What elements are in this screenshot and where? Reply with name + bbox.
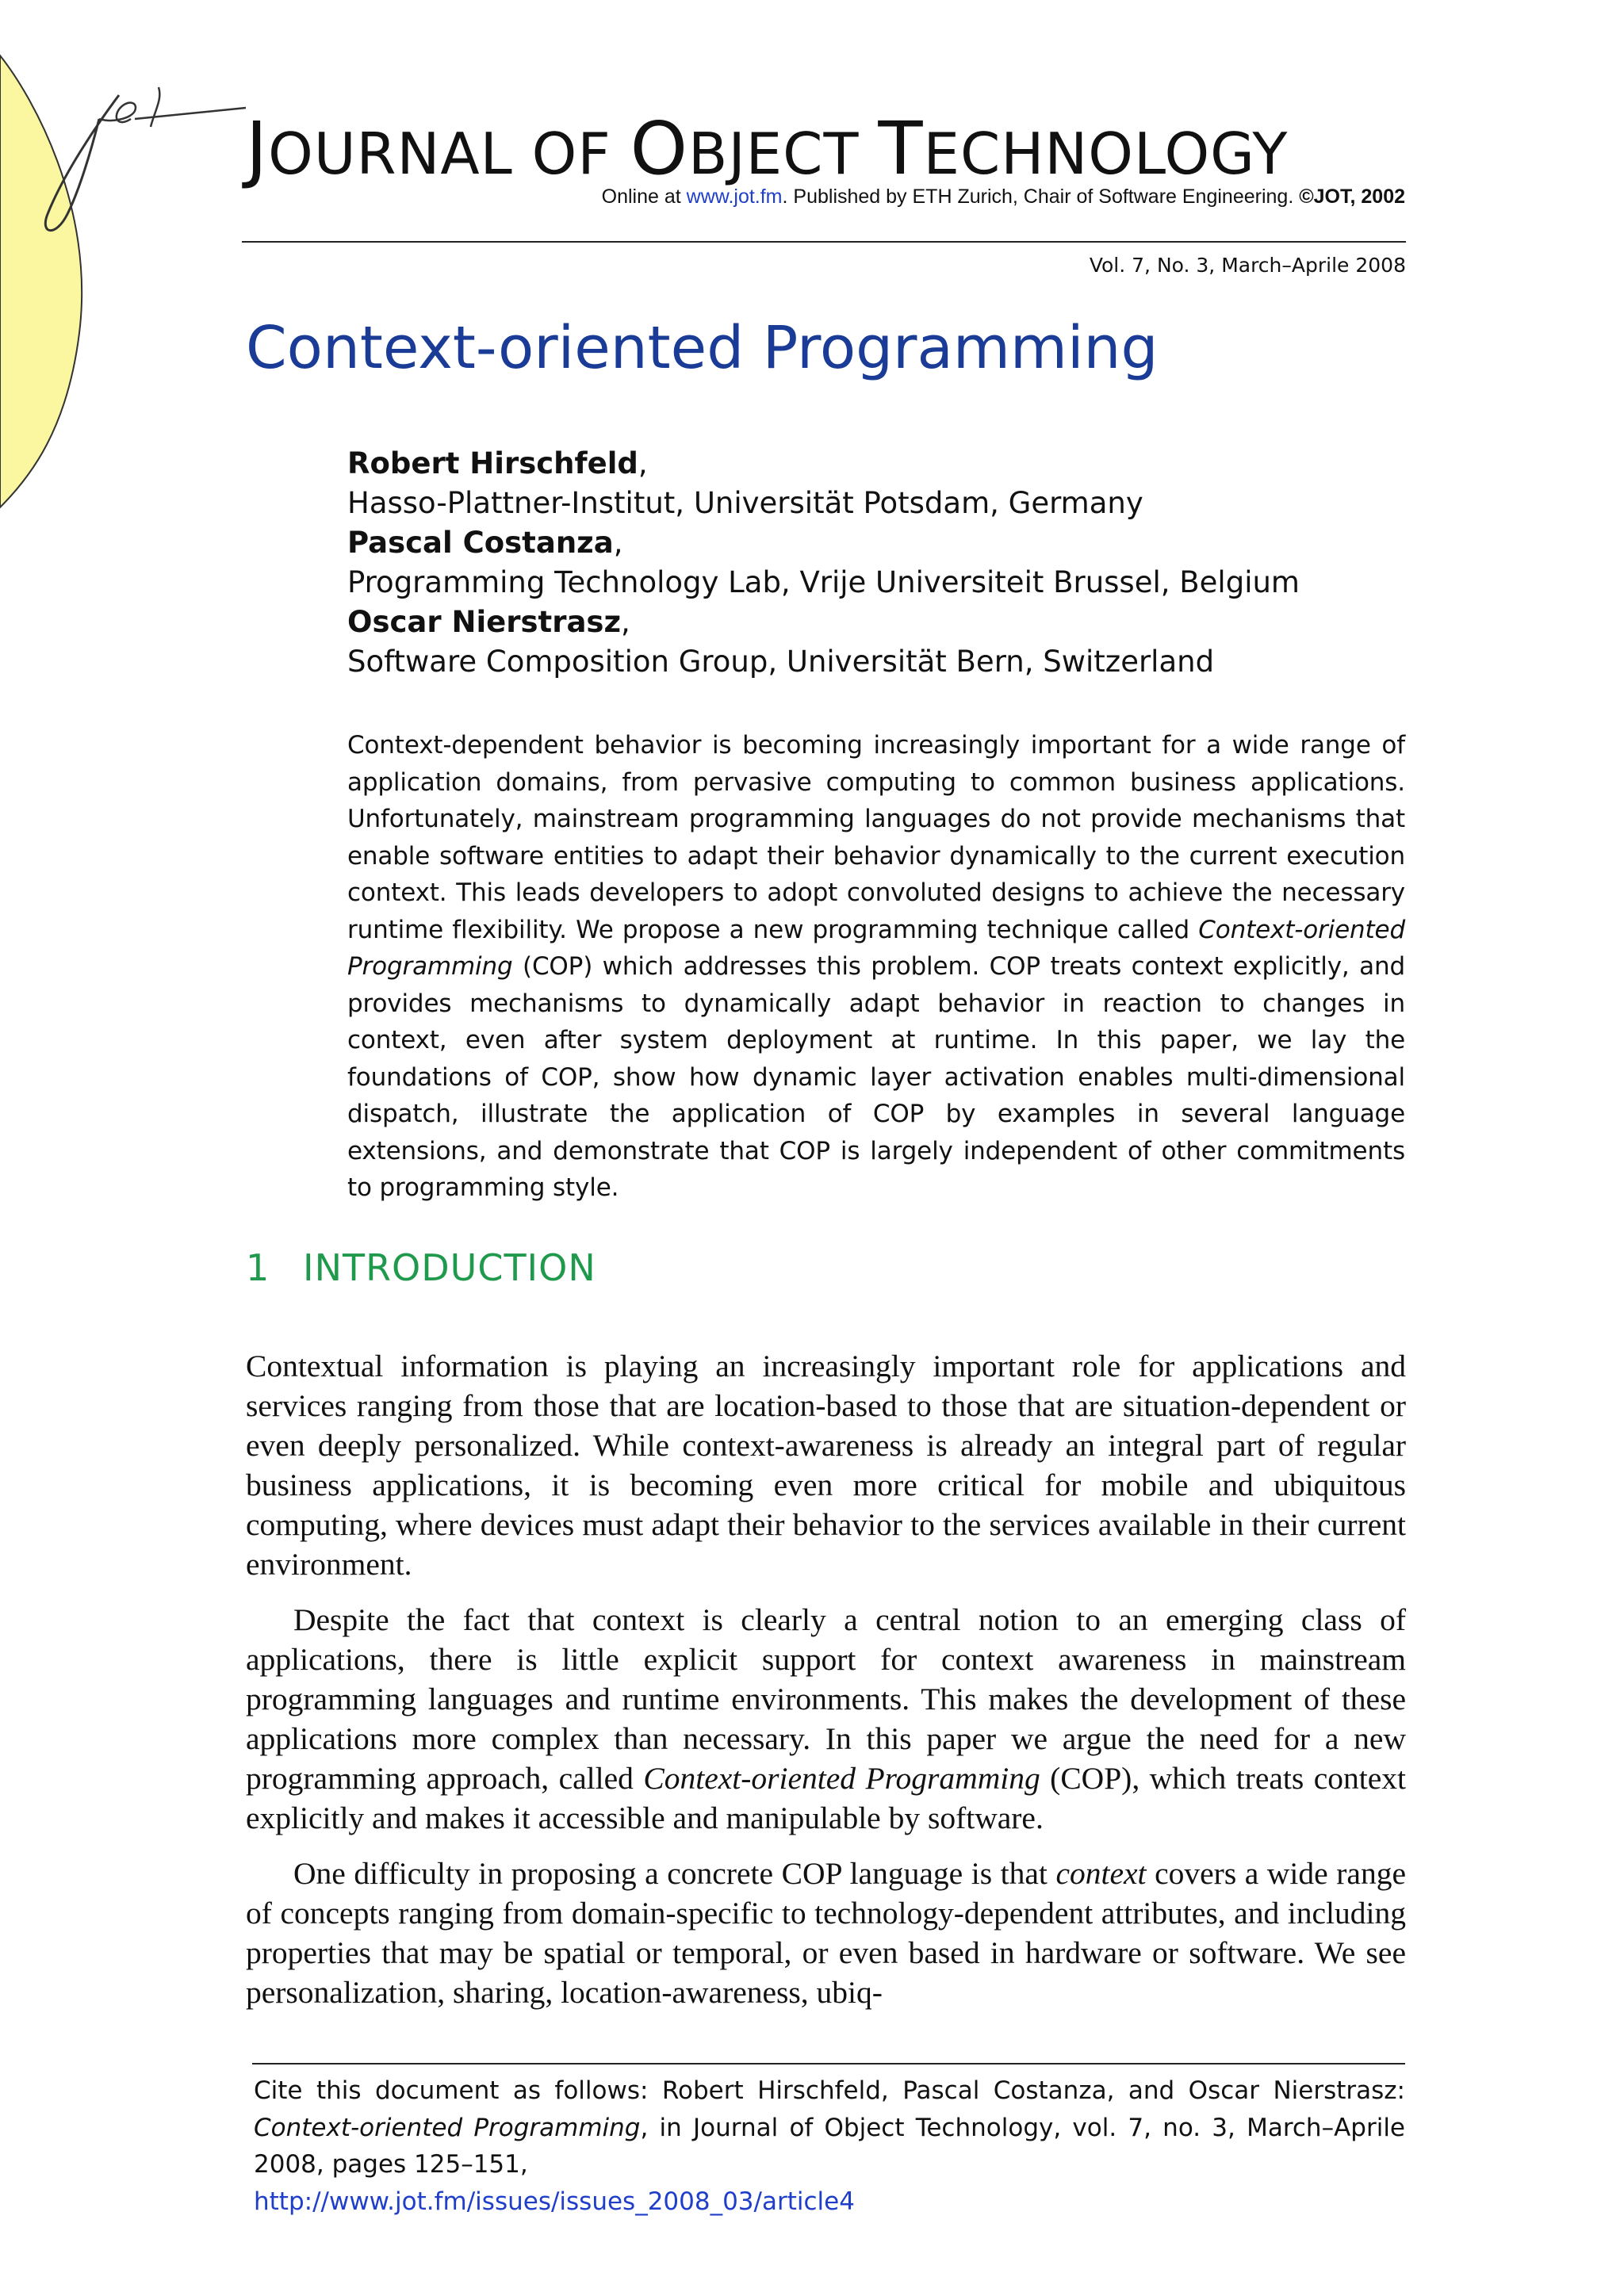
author-name: Oscar Nierstrasz xyxy=(347,605,621,639)
author-list xyxy=(347,444,1405,682)
body-text-run: One difficulty in proposing a concrete COP language is that xyxy=(293,1856,1056,1891)
citation-title: Context-oriented Programming xyxy=(254,2113,641,2142)
body-paragraph-1: Contextual information is playing an increasingly important role for applications and services ranging from those that are location-based to those that are situation-dependent or even deeply personalized. While context-awareness is already an integral part of regular business applications, it is becoming even more critical for mobile and ubiquitous computing, where devices must adapt their behavior to the services available in their current environment. xyxy=(246,1349,1406,1582)
body-italic-term: context xyxy=(1055,1856,1147,1891)
body-italic-term: Context-oriented Programming xyxy=(643,1761,1040,1796)
journal-name-j: J xyxy=(246,106,269,191)
section-number: 1 xyxy=(246,1246,270,1289)
citation xyxy=(254,2072,1405,2220)
journal-name-echnology: ECHNOLOGY xyxy=(923,121,1289,187)
section-title: INTRODUCTION xyxy=(303,1246,596,1289)
journal-name-t: T xyxy=(878,106,924,191)
body-text-run: (COP), which treats context explicitly and makes it accessible and manipulable by software. xyxy=(246,1761,1406,1835)
body-text xyxy=(246,1346,1406,2028)
journal-name xyxy=(246,106,1405,193)
abstract xyxy=(347,727,1405,1207)
body-text-run: Despite the fact that context is clearly a central notion to an emerging class of applications, there is little explicit support for context awareness in mainstream programming languages and runtime environments. This makes the development of these applications more complex than necessary. In this paper we argue the need for a new programming approach, called xyxy=(246,1602,1406,1796)
journal-website-link[interactable]: www.jot.fm xyxy=(686,186,783,208)
body-paragraph-2 xyxy=(246,1600,1406,1838)
journal-tagline xyxy=(246,186,1405,209)
abstract-italic-term: Context-oriented Programming xyxy=(347,915,1405,981)
citation-suffix: , in Journal of Object Technology, vol. 7, no. 3, March–Aprile 2008, pages 125–151, xyxy=(254,2113,1406,2179)
citation-prefix: Cite this document as follows: Robert Hirschfeld, Pascal Costanza, and Oscar Nierstrasz: xyxy=(254,2076,1405,2105)
footer-rule xyxy=(252,2063,1405,2064)
author-entry: Oscar Nierstrasz, xyxy=(347,605,630,639)
author-name: Robert Hirschfeld xyxy=(347,446,638,480)
jot-logo-decoration xyxy=(0,0,262,523)
author-entry: Robert Hirschfeld, xyxy=(347,446,648,480)
abstract-text-2: (COP) which addresses this problem. COP treats context explicitly, and provides mechanisms to dynamically adapt behavior in reaction to changes in context, even after system deployment at runtime. In this paper, we lay the foundations of COP, show how dynamic layer activation enables multi-dimensional dispatch, illustrate the application of COP by examples in several language extensions, and demonstrate that COP is largely independent of other commitments to programming style. xyxy=(347,952,1405,1202)
paper-title: Context-oriented Programming xyxy=(246,314,1159,382)
tagline-prefix: Online at xyxy=(601,186,687,208)
author-affiliation: Hasso-Plattner-Institut, Universität Potsdam, Germany xyxy=(347,486,1143,520)
section-heading xyxy=(246,1246,596,1289)
body-paragraph-3 xyxy=(246,1854,1406,2012)
abstract-text-1: Context-dependent behavior is becoming increasingly important for a wide range of application domains, from pervasive computing to common business applications. Unfortunately, mainstream programming languages do not provide mechanisms that enable software entities to adapt their behavior dynamically to the current execution context. This leads developers to adopt convoluted designs to achieve the necessary runtime flexibility. We propose a new programming technique called xyxy=(347,731,1405,944)
header-rule xyxy=(242,241,1406,243)
body-text-run: covers a wide range of concepts ranging from domain-specific to technology-dependent attributes, and including properties that may be spatial or temporal, or even based in hardware or software. We see personalization, sharing, location-awareness, ubiq- xyxy=(246,1856,1406,2010)
citation-url-link[interactable]: http://www.jot.fm/issues/issues_2008_03/article4 xyxy=(254,2187,855,2216)
journal-name-o: O xyxy=(630,106,689,191)
author-entry: Pascal Costanza, xyxy=(347,526,623,560)
tagline-middle: . Published by ETH Zurich, Chair of Software Engineering. xyxy=(782,186,1300,208)
author-affiliation: Software Composition Group, Universität Bern, Switzerland xyxy=(347,645,1215,679)
tagline-copyright: ©JOT, 2002 xyxy=(1299,186,1405,208)
journal-name-ournal: OURNAL OF xyxy=(268,121,630,187)
author-name: Pascal Costanza xyxy=(347,526,614,560)
journal-name-bject: BJECT xyxy=(688,121,879,187)
volume-info: Vol. 7, No. 3, March–Aprile 2008 xyxy=(1089,254,1406,277)
author-affiliation: Programming Technology Lab, Vrije Universiteit Brussel, Belgium xyxy=(347,565,1300,599)
